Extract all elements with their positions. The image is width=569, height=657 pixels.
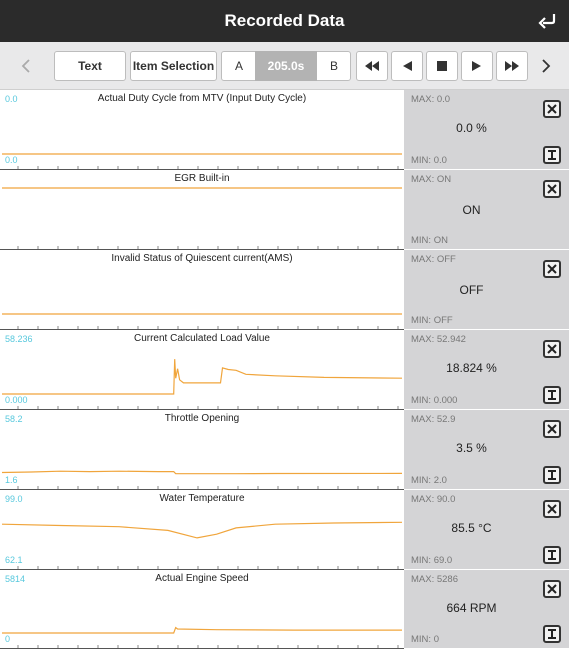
y-axis-min: 0 [5, 634, 11, 644]
play-icon [471, 60, 483, 72]
panel-title: Actual Duty Cycle from MTV (Input Duty Cycle) [97, 93, 307, 104]
close-button[interactable] [543, 500, 561, 518]
data-panel [0, 90, 569, 170]
title-bar [0, 0, 569, 42]
value-sidebar [404, 410, 569, 490]
y-axis-max: 5814 [5, 574, 26, 584]
close-button[interactable] [543, 180, 561, 198]
value-sidebar [404, 490, 569, 570]
max-label: MAX: OFF [411, 254, 456, 265]
y-axis-min: 0.000 [5, 395, 28, 405]
play-reverse-icon [401, 60, 413, 72]
i-beam-icon [547, 470, 557, 480]
value-sidebar [404, 250, 569, 330]
series-line [2, 522, 402, 538]
close-icon [547, 504, 557, 514]
panel-title: EGR Built-in [174, 173, 230, 184]
panel-title: Throttle Opening [164, 413, 240, 424]
current-value: OFF [459, 283, 484, 297]
graph-area [0, 490, 404, 570]
y-axis-min: 1.6 [5, 475, 18, 485]
current-value: 664 RPM [446, 601, 497, 615]
scroll-left-icon[interactable] [14, 51, 38, 81]
series-line [2, 471, 402, 474]
y-axis-max: 58.2 [5, 414, 23, 424]
data-panel [0, 330, 569, 410]
rewind-button[interactable] [356, 51, 388, 81]
series-line [2, 628, 402, 633]
step-back-button[interactable] [391, 51, 423, 81]
current-value: 85.5 °C [451, 521, 492, 535]
min-label: MIN: 69.0 [411, 555, 453, 566]
panel-title: Current Calculated Load Value [133, 333, 270, 344]
rewind-icon [364, 60, 380, 72]
close-icon [547, 104, 557, 114]
close-button[interactable] [543, 260, 561, 278]
current-value: ON [462, 203, 481, 217]
data-panel [0, 570, 569, 649]
range-button[interactable] [543, 546, 561, 564]
y-axis-max: 99.0 [5, 494, 23, 504]
graph-area [0, 570, 404, 649]
panel-title: Invalid Status of Quiescent current(AMS) [111, 253, 293, 264]
min-label: MIN: 0.0 [411, 155, 447, 166]
current-value: 0.0 % [456, 121, 487, 135]
range-button[interactable] [543, 146, 561, 164]
range-button[interactable] [543, 466, 561, 484]
close-button[interactable] [543, 100, 561, 118]
min-label: MIN: 0 [411, 634, 439, 645]
play-button[interactable] [461, 51, 493, 81]
close-icon [547, 584, 557, 594]
graph-area [0, 410, 404, 490]
current-value: 18.824 % [446, 361, 497, 375]
value-sidebar [404, 170, 569, 250]
playback-toolbar [0, 42, 569, 90]
y-axis-max: 0.0 [5, 94, 18, 104]
fast-forward-icon [504, 60, 520, 72]
max-label: MAX: 5286 [411, 574, 458, 585]
max-label: MAX: 0.0 [411, 94, 451, 105]
close-icon [547, 344, 557, 354]
close-icon [547, 424, 557, 434]
close-button[interactable] [543, 420, 561, 438]
max-label: MAX: ON [411, 174, 452, 185]
value-sidebar [404, 570, 569, 649]
panel-title: Water Temperature [159, 493, 245, 504]
range-button[interactable] [543, 625, 561, 643]
data-panel [0, 490, 569, 570]
current-value: 3.5 % [456, 441, 487, 455]
data-panel [0, 170, 569, 250]
graph-area [0, 90, 404, 170]
range-button[interactable] [543, 386, 561, 404]
time-marker-group [221, 51, 351, 81]
panel-title: Actual Engine Speed [155, 573, 249, 584]
close-button[interactable] [543, 340, 561, 358]
stop-button[interactable] [426, 51, 458, 81]
min-label: MIN: 0.000 [411, 395, 458, 406]
y-axis-min: 62.1 [5, 555, 23, 565]
value-sidebar [404, 330, 569, 410]
data-panel [0, 410, 569, 490]
max-label: MAX: 52.9 [411, 414, 456, 425]
marker-b-button[interactable]: B [329, 59, 338, 73]
max-label: MAX: 52.942 [411, 334, 466, 345]
y-axis-max: 58.236 [5, 334, 33, 344]
i-beam-icon [547, 550, 557, 560]
stop-icon [436, 60, 448, 72]
close-button[interactable] [543, 580, 561, 598]
data-panel [0, 250, 569, 330]
i-beam-icon [547, 629, 557, 639]
item-selection-button[interactable]: Item Selection [130, 51, 217, 81]
value-sidebar [404, 90, 569, 170]
max-label: MAX: 90.0 [411, 494, 456, 505]
close-icon [547, 184, 557, 194]
scroll-right-icon[interactable] [534, 51, 558, 81]
close-icon [547, 264, 557, 274]
graph-area [0, 330, 404, 410]
graph-area [0, 170, 404, 250]
min-label: MIN: ON [411, 235, 448, 246]
page-title: Recorded Data [224, 11, 345, 30]
i-beam-icon [547, 150, 557, 160]
series-line [2, 359, 402, 394]
back-arrow-icon[interactable] [525, 0, 569, 42]
time-display: 205.0s [255, 51, 317, 81]
graph-area [0, 250, 404, 330]
min-label: MIN: OFF [411, 315, 453, 326]
i-beam-icon [547, 390, 557, 400]
text-button[interactable]: Text [54, 51, 126, 81]
fast-forward-button[interactable] [496, 51, 528, 81]
marker-a-button[interactable]: A [234, 59, 243, 73]
y-axis-min: 0.0 [5, 155, 18, 165]
min-label: MIN: 2.0 [411, 475, 447, 486]
